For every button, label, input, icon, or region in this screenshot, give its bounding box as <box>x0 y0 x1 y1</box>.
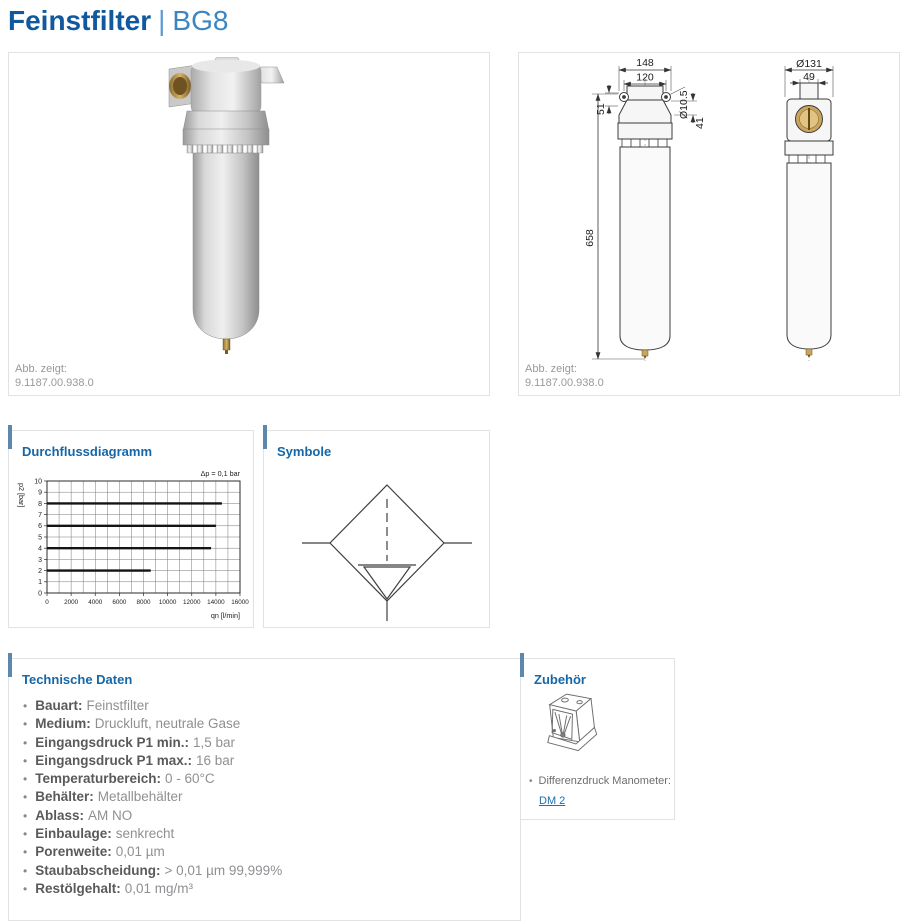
bullet-icon: • <box>23 717 28 732</box>
panel-accent-bar <box>8 653 12 677</box>
bullet-icon: • <box>529 776 533 787</box>
tech-item-label: Einbaulage: <box>35 826 112 842</box>
tech-data-item <box>23 880 282 898</box>
photo-caption-line1: Abb. zeigt: <box>15 363 67 375</box>
tech-item-label: Porenweite: <box>35 844 112 860</box>
product-photo-panel <box>8 52 490 396</box>
dim-front-width-top: 148 <box>636 57 654 69</box>
svg-text:0: 0 <box>38 590 42 598</box>
svg-text:8000: 8000 <box>136 599 151 606</box>
bullet-icon: • <box>23 808 28 823</box>
tech-item-label: Medium: <box>35 716 91 732</box>
title-separator: | <box>158 5 166 36</box>
tech-item-value: 1,5 bar <box>192 734 236 750</box>
bullet-icon: • <box>23 881 28 896</box>
svg-text:qn [l/min]: qn [l/min] <box>210 611 240 620</box>
bullet-icon: • <box>23 753 28 768</box>
svg-text:6000: 6000 <box>112 599 127 606</box>
dim-total-height: 658 <box>584 229 596 247</box>
bullet-icon: • <box>23 827 28 842</box>
tech-item-value: 16 bar <box>196 752 235 768</box>
svg-text:6: 6 <box>38 523 42 531</box>
tech-item-value: Metallbehälter <box>97 789 183 805</box>
tech-data-item <box>23 825 282 843</box>
bullet-icon: • <box>23 735 28 750</box>
tech-item-label: Restölgehalt: <box>35 880 121 896</box>
technical-drawing-panel <box>518 52 900 396</box>
drawing-caption <box>525 363 604 390</box>
tech-data-item <box>23 752 282 770</box>
svg-text:2000: 2000 <box>64 599 79 606</box>
drawing-caption-line1: Abb. zeigt: <box>525 363 577 375</box>
svg-text:0: 0 <box>45 599 49 606</box>
svg-text:9: 9 <box>38 489 42 497</box>
svg-text:12000: 12000 <box>182 599 201 606</box>
accessory-item-label: Differenzdruck Manometer: <box>538 775 671 787</box>
manometer-illustration <box>541 689 599 757</box>
tech-data-item <box>23 788 282 806</box>
svg-text:1: 1 <box>38 579 42 587</box>
symbol-panel-title: Symbole <box>277 444 332 459</box>
svg-text:8: 8 <box>38 500 42 508</box>
tech-item-label: Eingangsdruck P1 max.: <box>35 752 193 768</box>
svg-text:4: 4 <box>38 545 42 553</box>
bullet-icon: • <box>23 845 28 860</box>
dim-head-height-left: 51 <box>595 103 607 115</box>
tech-item-label: Eingangsdruck P1 min.: <box>35 734 189 750</box>
tech-item-label: Ablass: <box>35 807 84 823</box>
symbol-panel <box>263 430 490 628</box>
dim-side-dia: Ø131 <box>796 58 822 70</box>
svg-text:14000: 14000 <box>207 599 225 606</box>
svg-text:4000: 4000 <box>88 599 103 606</box>
bullet-icon: • <box>23 699 28 713</box>
dim-front-width-inner: 120 <box>636 71 654 84</box>
photo-caption <box>15 363 94 390</box>
svg-text:Δp = 0,1 bar: Δp = 0,1 bar <box>200 469 240 478</box>
tech-item-value: senkrecht <box>115 826 175 842</box>
tech-data-item <box>23 807 282 825</box>
model-name: BG8 <box>172 5 229 36</box>
tech-item-label: Temperaturbereich: <box>35 771 161 787</box>
tech-data-list <box>23 697 282 898</box>
bullet-icon: • <box>23 790 28 805</box>
tech-item-value: AM NO <box>87 807 133 823</box>
product-family-name: Feinstfilter <box>8 5 152 36</box>
accessory-item <box>529 775 671 788</box>
accessory-panel-title: Zubehör <box>534 672 586 687</box>
tech-data-item <box>23 697 282 715</box>
tech-item-label: Bauart: <box>35 698 83 713</box>
svg-text:2: 2 <box>38 568 42 575</box>
svg-text:10000: 10000 <box>158 599 177 606</box>
svg-text:16000: 16000 <box>231 599 249 606</box>
dim-side-port-width: 49 <box>803 71 815 83</box>
panel-accent-bar <box>8 425 12 449</box>
photo-caption-line2: 9.1187.00.938.0 <box>15 376 94 389</box>
accessory-panel <box>520 658 675 820</box>
tech-item-value: Druckluft, neutrale Gase <box>94 716 241 732</box>
filter-symbol-icon <box>302 473 472 623</box>
panel-accent-bar <box>263 425 267 449</box>
panel-accent-bar <box>520 653 524 677</box>
tech-item-value: 0,01 mg/m³ <box>124 880 193 896</box>
svg-text:p2 [bar]: p2 [bar] <box>17 483 26 508</box>
tech-item-label: Staubabscheidung: <box>35 862 161 878</box>
tech-item-value: 0 - 60°C <box>165 771 215 787</box>
tech-item-label: Behälter: <box>35 789 94 805</box>
page-title <box>8 4 228 38</box>
tech-data-title: Technische Daten <box>22 672 133 687</box>
product-photo <box>149 57 299 357</box>
bullet-icon: • <box>23 772 28 787</box>
tech-data-item <box>23 734 282 752</box>
tech-data-item <box>23 862 282 880</box>
svg-text:10: 10 <box>34 478 42 486</box>
flow-diagram-panel <box>8 430 254 628</box>
svg-text:3: 3 <box>38 556 42 564</box>
svg-text:5: 5 <box>38 534 42 542</box>
tech-data-panel <box>8 658 521 921</box>
dim-hole-dia: Ø10.5 <box>678 90 690 119</box>
tech-data-item <box>23 715 282 733</box>
accessory-link-dm2[interactable]: DM 2 <box>539 795 566 807</box>
tech-data-item <box>23 843 282 861</box>
flow-chart <box>11 469 249 621</box>
svg-text:7: 7 <box>38 512 42 519</box>
tech-item-value: > 0,01 µm 99,999% <box>164 862 283 878</box>
tech-data-item <box>23 770 282 788</box>
bullet-icon: • <box>23 863 28 878</box>
technical-drawing <box>519 53 899 365</box>
dim-head-height-right: 41 <box>694 117 706 129</box>
tech-item-value: Feinstfilter <box>86 698 149 713</box>
flow-diagram-title: Durchflussdiagramm <box>22 444 153 459</box>
drawing-caption-line2: 9.1187.00.938.0 <box>525 376 604 389</box>
tech-item-value: 0,01 µm <box>115 844 165 860</box>
